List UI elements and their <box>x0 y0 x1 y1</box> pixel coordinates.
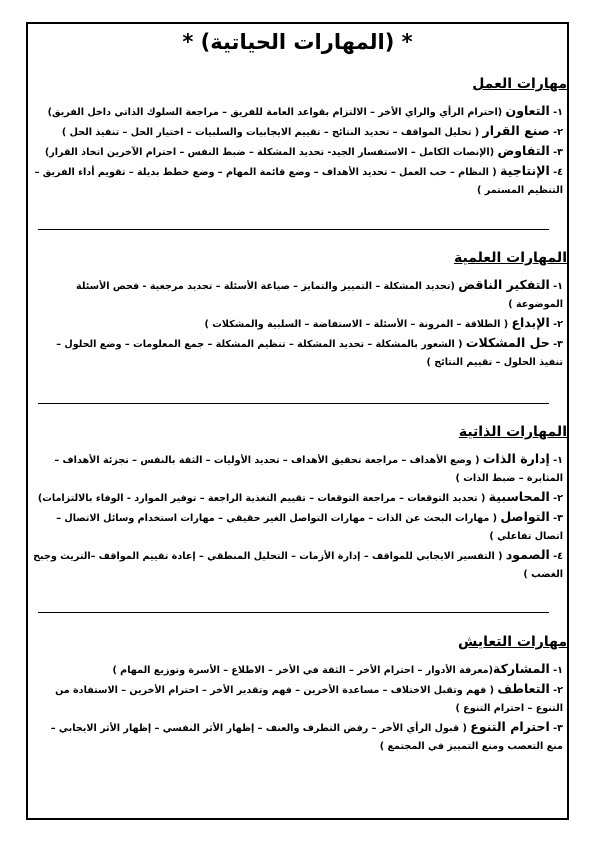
section-scientific-skills <box>32 250 567 372</box>
list-item: ٣- التفاوض (الإنصات الكامل – الاستفسار الجيد- تحديد المشكلة – ضبط النفس – احترام الآخرين اتخاذ القرار) <box>44 143 563 158</box>
section-divider <box>38 403 549 404</box>
section-title: المهارات الذاتية <box>458 424 567 440</box>
list-item: ٤- الصمود ( التفسير الايجابي للمواقف – إدارة الأزمات – التحليل المنطقي – إعادة تقييم المواقف –التريث وجبح الغضب ) <box>33 547 563 580</box>
list-item: ٤- الإنتاجية ( النظام – حب العمل – تحديد الأهداف – وضع قائمة المهام – وضع خطط بديلة – تقويم أداء الفريق – التنظيم المستمر ) <box>34 163 563 196</box>
section-divider <box>38 229 549 230</box>
section-title: المهارات العلمية <box>453 250 567 266</box>
item-list <box>32 450 567 584</box>
section-divider <box>38 612 549 613</box>
list-item: ١- إدارة الذات ( وضع الأهداف – مراجعة تحقيق الأهداف – تحديد الأوليات – الثقة بالنفس – تجزئة الأهداف – المثابرة – ضبط الذات ) <box>54 451 563 484</box>
item-list <box>32 276 567 372</box>
list-item: ١- المشاركة(معرفة الأدوار – احترام الأخر – الثقة في الأخر – الاطلاع – الأسرة وتوزيع المهام ) <box>112 661 563 676</box>
list-item: ١- التفكير الناقض (تحديد المشكلة – التمييز والتمايز – صياغة الأسئلة – تحديد مرجعية - فحص الأسئلة الموضوعة ) <box>76 277 563 310</box>
item-list <box>32 660 567 756</box>
section-title: مهارات التعايش <box>458 634 567 650</box>
list-item: ٣- حل المشكلات ( الشعور بالمشكلة – تحديد المشكلة – تنظيم المشكلة – جمع المعلومات – وضع الحلول – تنفيذ الحلول – تقييم النتائج ) <box>56 335 563 368</box>
page-title: * (المهارات الحياتية) * <box>182 30 413 54</box>
list-item: ٢- التعاطف ( فهم وتقبل الاختلاف – مساعدة الأخرين – فهم وتقدير الأخر – احترام الأخرين – الاستفادة من التنوع – احترام التنوع ) <box>55 681 563 714</box>
list-item: ٢- صنع القرار ( تحليل المواقف – تحديد النتائج – تقييم الايجابيات والسلبيات – اختيار الحل – تنفيذ الحل ) <box>61 123 563 138</box>
list-item: ٣- التواصل ( مهارات البحث عن الذات – مهارات التواصل الغير حقيقي – مهارات استخدام وسائل الاتصال – اتصال تفاعلي ) <box>56 509 563 542</box>
list-item: ١- التعاون (احترام الرأي والراي الأخر – الالتزام بقواعد العامة للفريق – مراجعة السلوك الذاتي داخل الفريق) <box>47 103 563 118</box>
list-item: ٣- احترام التنوع ( قبول الرأي الأخر – رفض التطرف والعنف – إظهار الأثر النفسي – إظهار الأثر الايجابي – منع التعصب ومنع التمييز في المجتمع ) <box>50 719 563 752</box>
item-list <box>32 102 567 200</box>
section-coexistence-skills <box>32 634 567 756</box>
section-title: مهارات العمل <box>472 76 567 92</box>
section-self-skills <box>32 424 567 584</box>
list-item: ٢- الإبداع ( الطلاقة – المرونة – الأسئلة – الاستفاضة – السلبية والمشكلات ) <box>204 315 563 330</box>
list-item: ٢- المحاسبية ( تحديد التوقعات – مراجعة التوقعات – تقييم التغذية الراجعة – توفير الموارد - الوفاء بالالتزامات) <box>37 489 563 504</box>
section-work-skills <box>32 76 567 200</box>
